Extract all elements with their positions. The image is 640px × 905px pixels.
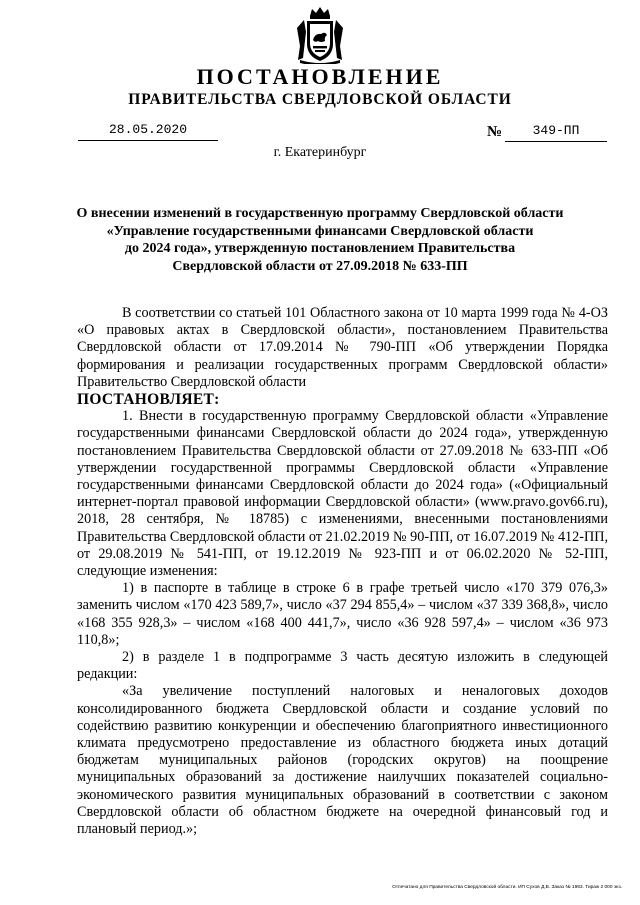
- document-title: [60, 205, 580, 275]
- document-body: [77, 305, 608, 838]
- decree-heading: ПОСТАНОВЛЯЕТ:: [77, 391, 220, 409]
- title-line: до 2024 года», утвержденную постановлением Правительства: [124, 241, 516, 256]
- print-footer: Отпечатано для Правительства Свердловской области. ИП Сухов Д.В. Заказ № 1983. Тираж 2 000 экз.: [392, 885, 622, 890]
- subitem-1-paragraph: 1) в паспорте в таблице в строке 6 в графе третьей число «170 379 076,3» заменить числом «170 423 589,7», число «37 294 855,4» – числом «37 339 368,8», число «168 355 928,3» – числом «168 400 441,7», число «36 928 597,4» – числом «36 973 110,8»;: [77, 580, 608, 648]
- title-line: «Управление государственными финансами Свердловской области: [106, 223, 534, 239]
- title-line: Свердловской области от 27.09.2018 № 633-ПП: [172, 258, 468, 274]
- coat-of-arms-icon: [294, 6, 346, 64]
- document-date: 28.05.2020: [108, 122, 187, 137]
- document-number: 349-ПП: [532, 123, 580, 138]
- number-sign: №: [487, 124, 503, 140]
- title-line: О внесении изменений в государственную программу Свердловской области: [76, 206, 564, 221]
- city-line: г. Екатеринбург: [273, 145, 367, 160]
- document-type-title: ПОСТАНОВЛЕНИЕ: [196, 64, 444, 89]
- date-underline: [78, 140, 218, 141]
- item-1-paragraph: 1. Внести в государственную программу Свердловской области «Управление государственными финансами Свердловской области до 2024 года», утвержденную постановлением Правительства Свердловской области от 27.09.2018 № 633-ПП «Об утверждении государственной программы Свердловской области «Управление государственными финансами Свердловской области до 2024 года» («Официальный интернет-портал правовой информации Свердловской области» (www.pravo.gov66.ru), 2018, 28 сентября, № 18785) с изменениями, внесенными постановлениями Правительства Свердловской области от 21.02.2019 № 90-ПП, от 16.07.2019 № 412-ПП, от 29.08.2019 № 541-ПП, от 19.12.2019 № 923-ПП и от 06.02.2020 № 52-ПП, следующие изменения:: [77, 408, 608, 580]
- quoted-paragraph: «За увеличение поступлений налоговых и неналоговых доходов консолидированного бюджета Свердловской области и создание условий по содействию развитию конкуренции и обеспечению благоприятного инвестиционного климата предусмотрено предоставление из областного бюджета иных дотаций бюджетам муниципальных районов (городских округов) на поощрение муниципальных образований за достижение наилучших показателей социально-экономического развития муниципальных образований в соответствии с законом Свердловской области об областном бюджете на очередной финансовый год и плановый период.»;: [77, 683, 608, 838]
- number-underline: [505, 141, 607, 142]
- preamble-paragraph: В соответствии со статьей 101 Областного закона от 10 марта 1999 года № 4-ОЗ «О правовых актах в Свердловской области», постановлением Правительства Свердловской области от 17.09.2014 № 790-ПП «Об утверждении Порядка формирования и реализации государственных программ Свердловской области» Правительство Свердловской области: [77, 305, 608, 390]
- issuer-subtitle: ПРАВИТЕЛЬСТВА СВЕРДЛОВСКОЙ ОБЛАСТИ: [128, 91, 512, 108]
- subitem-2-paragraph: 2) в разделе 1 в подпрограмме 3 часть десятую изложить в следующей редакции:: [77, 649, 608, 683]
